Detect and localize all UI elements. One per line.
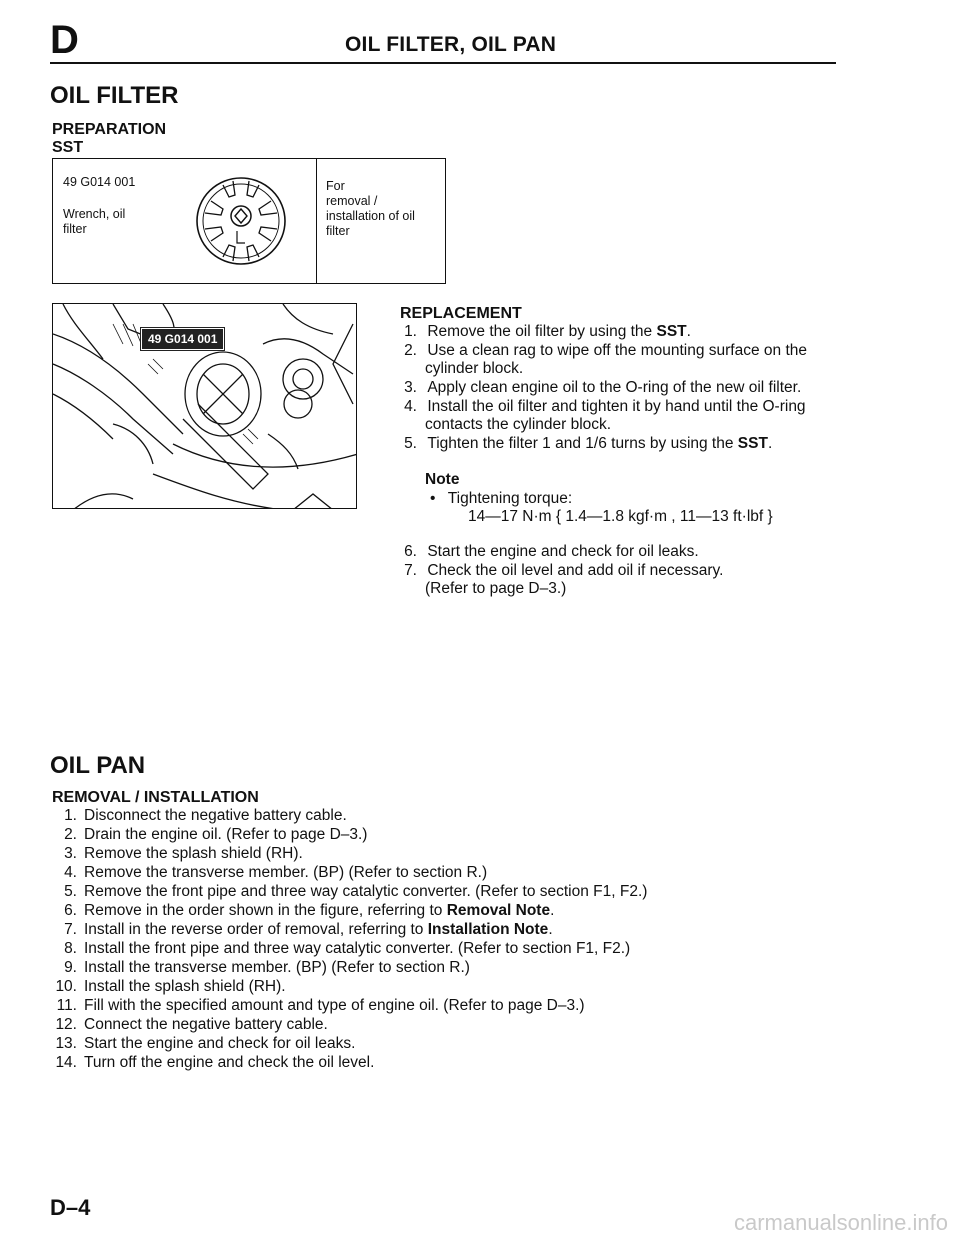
table-divider: [316, 159, 317, 283]
oil-filter-heading: OIL FILTER: [50, 82, 179, 109]
step-number: 6.: [404, 543, 417, 560]
step-text: (Refer to page D–3.): [425, 580, 567, 597]
list-item: [52, 959, 470, 977]
list-item: [52, 807, 347, 825]
step-number: 13.: [55, 1035, 77, 1052]
step-number: 4.: [64, 864, 77, 881]
tool-use-line1: For: [326, 179, 345, 193]
step-number: 7.: [64, 921, 77, 938]
step-number: 3.: [64, 845, 77, 862]
watermark: carmanualsonline.info: [733, 1210, 948, 1235]
tool-use-line2: removal /: [326, 194, 378, 208]
step-number: 5.: [64, 883, 77, 900]
list-item: [52, 1054, 374, 1072]
list-item: [52, 902, 554, 920]
bullet-icon: •: [430, 490, 436, 507]
oil-filter-figure: [52, 303, 357, 509]
tool-number: 49 G014 001: [63, 175, 136, 189]
note-text: Tightening torque:: [447, 490, 573, 507]
step-text: Remove the transverse member. (BP) (Refer to section R.): [84, 864, 488, 881]
step-number: 7.: [404, 562, 417, 579]
step-text: Turn off the engine and check the oil level.: [84, 1054, 375, 1071]
page-title: OIL FILTER, OIL PAN: [345, 33, 557, 56]
step-text: Apply clean engine oil to the O-ring of the new oil filter.: [427, 379, 802, 396]
oil-filter-wrench-icon: [191, 171, 291, 269]
note-bullet: [430, 490, 572, 508]
list-item: [52, 845, 303, 863]
step-text: Check the oil level and add oil if necessary.: [427, 562, 724, 579]
list-item: [52, 1016, 328, 1034]
step-text: Install in the reverse order of removal, referring to: [84, 921, 428, 938]
tool-name-line2: filter: [63, 222, 87, 236]
sst-callout-label: 49 G014 001: [141, 328, 224, 350]
step-text: Remove the oil filter by using the: [427, 323, 657, 340]
step-text: .: [550, 902, 555, 919]
list-item: [400, 379, 801, 397]
step-text: Remove in the order shown in the figure, referring to: [84, 902, 447, 919]
list-item: [400, 342, 807, 360]
step-number: 12.: [55, 1016, 77, 1033]
step-text: Install the transverse member. (BP) (Refer to section R.): [84, 959, 470, 976]
list-item: [52, 978, 286, 996]
step-number: 14.: [55, 1054, 77, 1071]
step-text: .: [686, 323, 691, 340]
step-text: Disconnect the negative battery cable.: [84, 807, 347, 824]
step-text: Remove the splash shield (RH).: [84, 845, 303, 862]
step-text: cylinder block.: [425, 360, 524, 377]
header-divider: [50, 62, 836, 64]
step-text: Start the engine and check for oil leaks.: [84, 1035, 356, 1052]
list-item: [400, 435, 772, 453]
oil-pan-heading: OIL PAN: [50, 752, 146, 779]
tool-name-line1: Wrench, oil: [63, 207, 126, 221]
step-number: 10.: [55, 978, 77, 995]
step-text: Install the oil filter and tighten it by hand until the O-ring: [427, 398, 806, 415]
step-bold-text: Removal Note: [446, 902, 551, 919]
list-item: [52, 864, 487, 882]
list-item: [52, 826, 367, 844]
tool-use-line3: installation of oil: [326, 209, 415, 223]
step-text: Connect the negative battery cable.: [84, 1016, 328, 1033]
step-text: Use a clean rag to wipe off the mounting surface on the: [427, 342, 808, 359]
page-number: D–4: [50, 1195, 91, 1220]
step-number: 4.: [404, 398, 417, 415]
step-text: contacts the cylinder block.: [425, 416, 612, 433]
step-number: 9.: [64, 959, 77, 976]
step-text: .: [767, 435, 773, 452]
list-item: [52, 997, 585, 1015]
step-bold-text: SST: [656, 323, 687, 340]
list-item: [52, 940, 630, 958]
sst-table: [52, 158, 446, 284]
list-item: [400, 543, 699, 561]
step-text: Tighten the filter 1 and 1/6 turns by using the: [427, 435, 738, 452]
list-item: [400, 562, 723, 580]
step-text: Install the splash shield (RH).: [84, 978, 286, 995]
list-item: [52, 921, 553, 939]
step-text: .: [548, 921, 553, 938]
replacement-heading: REPLACEMENT: [400, 305, 522, 322]
step-number: 8.: [64, 940, 77, 957]
step-text: Remove the front pipe and three way catalytic converter. (Refer to section F1, F2.): [84, 883, 648, 900]
list-item: [400, 398, 806, 416]
step-number: 5.: [404, 435, 417, 452]
preparation-heading: PREPARATION: [52, 121, 167, 138]
step-text: Install the front pipe and three way catalytic converter. (Refer to section F1, F2.): [84, 940, 631, 957]
sst-heading: SST: [52, 139, 84, 156]
step-number: 1.: [404, 323, 417, 340]
torque-value: 14—17 N·m { 1.4—1.8 kgf·m , 11—13 ft·lbf }: [468, 508, 773, 525]
list-item: [400, 323, 691, 341]
step-text: Start the engine and check for oil leaks.: [427, 543, 699, 560]
note-label: Note: [425, 471, 460, 488]
tool-use-line4: filter: [326, 224, 350, 238]
step-number: 3.: [404, 379, 417, 396]
list-item: [52, 883, 647, 901]
step-number: 2.: [64, 826, 77, 843]
step-bold-text: SST: [737, 435, 768, 452]
step-text: Fill with the specified amount and type of engine oil. (Refer to page D–3.): [84, 997, 585, 1014]
step-text: Drain the engine oil. (Refer to page D–3.): [84, 826, 368, 843]
step-number: 2.: [404, 342, 417, 359]
step-number: 11.: [56, 997, 77, 1014]
removal-installation-heading: REMOVAL / INSTALLATION: [52, 789, 259, 806]
step-bold-text: Installation Note: [427, 921, 549, 938]
list-item: [52, 1035, 355, 1053]
section-letter: D: [50, 18, 79, 62]
step-number: 1.: [64, 807, 77, 824]
step-number: 6.: [64, 902, 77, 919]
